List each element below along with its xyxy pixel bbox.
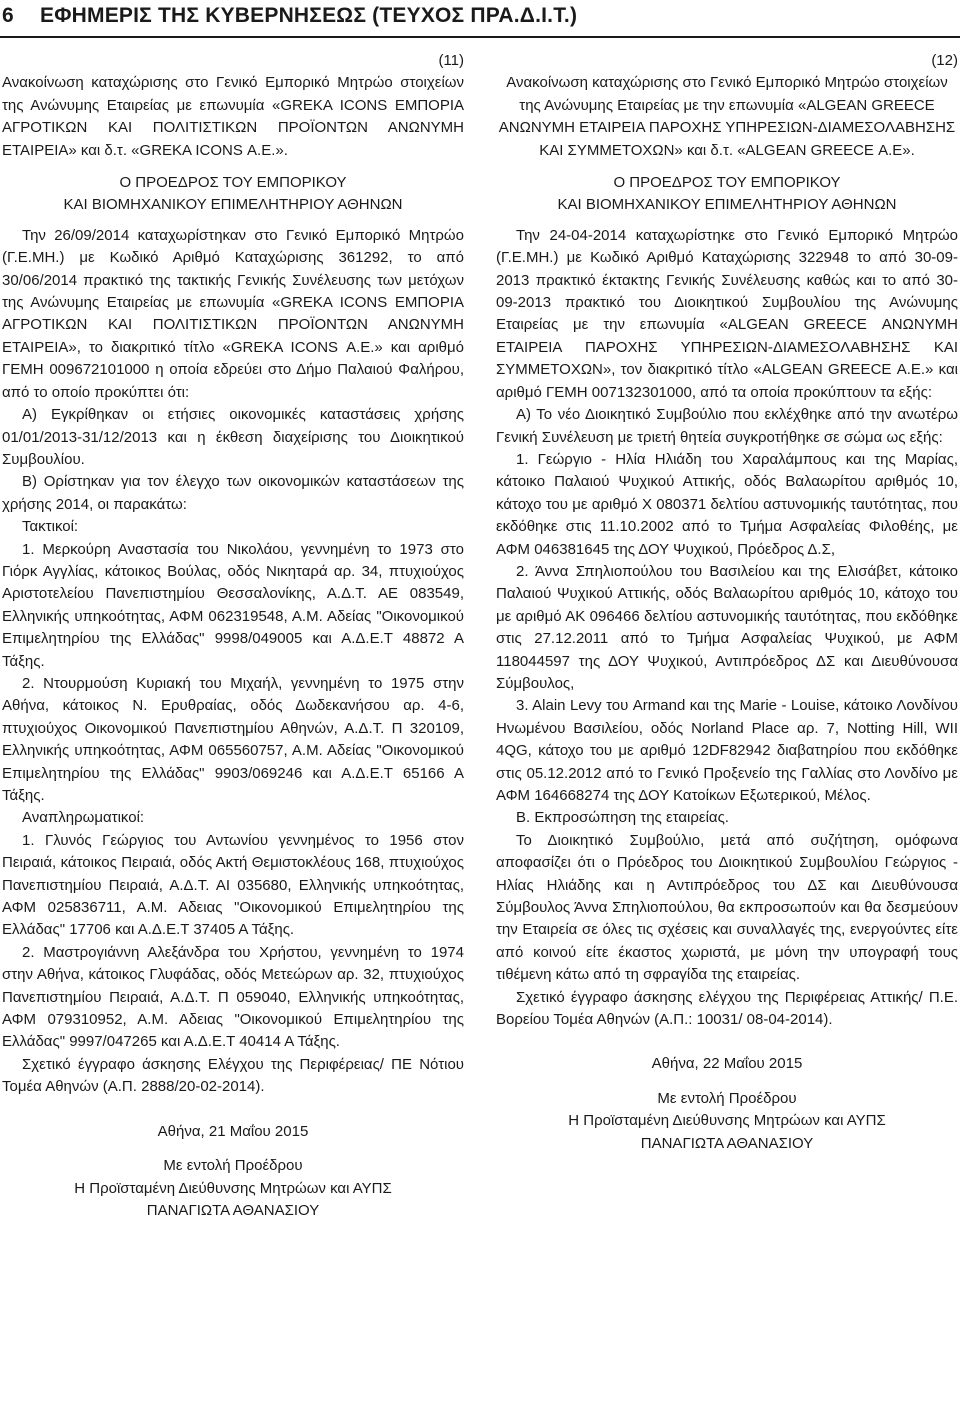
issuer-heading [2,172,464,217]
notice-number: (12) [931,52,958,69]
subheading-substitute-auditors: Αναπληρωματικοί: [22,809,145,827]
signature-name: ΠΑΝΑΓΙΩΤΑ ΑΘΑΝΑΣΙΟΥ [640,1134,814,1152]
body-paragraph: Το Διοικητικό Συμβούλιο, μετά από συζήτηση, ομόφωνα αποφασίζει ότι ο Πρόεδρος του Διοικητικού Συμβουλίου Γεώργιος - Ηλίας Ηλιάδης και η Αντιπρόεδρος του ΔΣ και Διευθύνουσα Σύμβουλος Άννα Σπηλιοπούλου, θα εκπροσωπούν και θα δεσμεύουν την Εταιρεία σε όλες τις σχέσεις και συναλλαγές της, ενεργούντες είτε από κοινού είτε έκαστος χωριστά, με μόνη την υπογραφή τους τιθέμενη κάτω από τη σφραγίδα της εταιρείας. [496,831,958,984]
header-divider [0,36,960,38]
page-header [0,0,960,30]
signature-by-order: Με εντολή Προέδρου [163,1157,303,1175]
board-member-entry: 3. Alain Levy του Armand και της Marie - Louise, κάτοικο Λονδίνου Ηνωμένου Βασιλείου, οδός Norland Place αρ. 7, Notting Hill, WII 4QG, κάτοχο του με αριθμό 12DF82942 διαβατηρίου που εκδόθηκε στις 05.12.2012 από το Γενικό Προξενείο της Γαλλίας στο Λονδίνο με ΑΦΜ 164668274 της ΔΟΥ Κατοίκων Εξωτερικού, Μέλος. [496,697,958,804]
auditor-entry: 1. Μερκούρη Αναστασία του Νικολάου, γεννημένη το 1973 στο Γιόρκ Αγγλίας, κάτοικος Βούλας, οδός Νικηταρά αρ. 34, πτυχιούχος Αριστοτελείου Πανεπιστημίου Θεσσαλονίκης, Α.Δ.Τ. ΑΕ 083549, Ελληνικής υπηκοότητας, ΑΦΜ 062319548, Α.Μ. Αδείας "Οικονομικού Επιμελητηρίου της Ελλάδας" 9998/049005 και Α.Δ.Ε.Τ 48872 Α Τάξης. [2,540,464,670]
body-paragraph: Σχετικό έγγραφο άσκησης Ελέγχου της Περιφέρειας/ ΠΕ Νότιου Τομέα Αθηνών (Α.Π. 2888/20-02-2014). [2,1055,464,1096]
board-member-entry: 1. Γεώργιο - Ηλία Ηλιάδη του Χαραλάμπους και της Μαρίας, κάτοικο Παλαιού Ψυχικού Αττικής, οδός Βαλαωρίτου αριθμός 10, κάτοχο του με αριθμό Χ 080371 δελτίου αστυνομικής ταυτότητας, που εκδόθηκε στις 11.10.2002 από το Τμήμα Ασφαλείας Φιλοθέης, με ΑΦΜ 046381645 της ΔΟΥ Ψυχικού, Πρόεδρος Δ.Σ, [496,450,958,558]
signature-by-order: Με εντολή Προέδρου [657,1089,797,1107]
body-paragraph: Α) Το νέο Διοικητικό Συμβούλιο που εκλέχθηκε από την ανωτέρω Γενική Συνέλευση με τριετή θητεία συγκροτήθηκε σε σώμα ως εξής: [496,406,958,446]
notice-number: (11) [438,52,464,69]
issuer-heading [496,172,958,217]
signature-position: Η Προϊσταμένη Διεύθυνσης Μητρώων και ΑΥΠΣ [74,1179,392,1197]
notice-12 [496,50,958,1155]
body-paragraph: Α) Εγκρίθηκαν οι ετήσιες οικονομικές καταστάσεις χρήσης 01/01/2013-31/12/2013 και η έκθεση διαχείρισης του Διοικητικού Συμβουλίου. [2,406,464,468]
auditor-entry: 2. Ντουρμούση Κυριακή του Μιχαήλ, γεννημένη το 1975 στην Αθήνα, κάτοικος Ν. Ερυθραίας, οδός Δωδεκανήσου αρ. 4-6, πτυχιούχος Οικονομικού Πανεπιστημίου Αθηνών, Α.Δ.Τ. Π 320109, Ελληνικής υπηκοότητας, ΑΦΜ 065560757, Α.Μ. Αδείας "Οικονομικού Επιμελητηρίου της Ελλάδας" 9903/069246 και Α.Δ.Ε.Τ 65166 Α Τάξης. [2,674,464,804]
subheading-regular-auditors: Τακτικοί: [22,518,79,536]
signature-date: Αθήνα, 21 Μαΐου 2015 [157,1122,309,1140]
issuer-heading-line-2: ΚΑΙ ΒΙΟΜΗΧΑΝΙΚΟΥ ΕΠΙΜΕΛΗΤΗΡΙΟΥ ΑΘΗΝΩΝ [557,196,897,214]
issuer-heading-line-2: ΚΑΙ ΒΙΟΜΗΧΑΝΙΚΟΥ ΕΠΙΜΕΛΗΤΗΡΙΟΥ ΑΘΗΝΩΝ [63,196,403,214]
body-paragraph: Την 24-04-2014 καταχωρίστηκε στο Γενικό Εμπορικό Μητρώο (Γ.Ε.ΜΗ.) με Κωδικό Αριθμό Καταχώρισης 322948 το από 30-09-2013 πρακτικό έκτακτης Γενικής Συνέλευσης καθώς και το από 30-09-2013 πρακτικό του Διοικητικού Συμβουλίου της Ανώνυμης Εταιρείας με την επωνυμία «ALGEAN GREECE ΑΝΩΝΥΜΗ ΕΤΑΙΡΕΙΑ ΠΑΡΟΧΗΣ ΥΠΗΡΕΣΙΩΝ-ΔΙΑΜΕΣΟΛΑΒΗΣΗΣ ΚΑΙ ΣΥΜΜΕΤΟΧΩΝ», τον διακριτικό τίτλο «ALGEAN GREECE Α.Ε.» και αριθμό ΓΕΜΗ 007132301000, από τα οποία προκύπτουν τα εξής: [496,226,958,401]
signature-position: Η Προϊσταμένη Διεύθυνσης Μητρώων και ΑΥΠΣ [568,1112,886,1130]
auditor-entry: 2. Μαστρογιάννη Αλεξάνδρα του Χρήστου, γεννημένη το 1974 στην Αθήνα, κάτοικος Γλυφάδας, οδός Μετεώρων αρ. 32, πτυχιούχος Πανεπιστημίου Πειραιά, Α.Δ.Τ. Π 059040, Ελληνικής υπηκοότητας, ΑΦΜ 079310952, Α.Μ. Αδειας "Οικονομικού Επιμελητηρίου της Ελλάδας" 9997/047265 και Α.Δ.Ε.Τ 40414 Α Τάξης. [2,943,464,1051]
board-member-entry: 2. Άννα Σπηλιοπούλου του Βασιλείου και της Ελισάβετ, κάτοικο Παλαιού Ψυχικού Αττικής, οδός Βαλαωρίτου αριθμός 10, κάτοχο του με αριθμό ΑΚ 096466 δελτίου αστυνομικής ταυτότητας, που εκδόθηκε στις 27.12.2011 από το Τμήμα Ασφαλείας Ψυχικού, με ΑΦΜ 118044597 της ΔΟΥ Ψυχικού, Αντιπρόεδρος ΔΣ και Διευθύνουσα Σύμβουλος, [496,562,958,692]
body-paragraph: Σχετικό έγγραφο άσκησης ελέγχου της Περιφέρειας Αττικής/ Π.Ε. Βορείου Τομέα Αθηνών (Α.Π.: 10031/ 08-04-2014). [496,988,958,1029]
body-paragraph: Την 26/09/2014 καταχωρίστηκαν στο Γενικό Εμπορικό Μητρώο (Γ.Ε.ΜΗ.) με Κωδικό Αριθμό Καταχώρισης 361292, το από 30/06/2014 πρακτικό της τακτικής Γενικής Συνέλευσης των μετόχων της Ανώνυμης Εταιρείας με επωνυμία «GREKA ICONS ΕΜΠΟΡΙΑ ΑΓΡΟΤΙΚΩΝ ΚΑΙ ΠΟΛΙΤΙΣΤΙΚΩΝ ΠΡΟΪΟΝΤΩΝ ΑΝΩΝΥΜΗ ΕΤΑΙΡΕΙΑ», το διακριτικό τίτλο «GREKA ICONS Α.Ε.» και αριθμό ΓΕΜΗ 009672101000 η οποία εδρεύει στο Δήμο Παλαιού Φαλήρου, από το οποίο προκύπτει ότι: [2,226,464,401]
notice-title: Ανακοίνωση καταχώρισης στο Γενικό Εμπορικό Μητρώο στοιχείων της Ανώνυμης Εταιρείας με επωνυμία «GREKA ICONS ΕΜΠΟΡΙΑ ΑΓΡΟΤΙΚΩΝ ΚΑΙ ΠΟΛΙΤΙΣΤΙΚΩΝ ΠΡΟΪΟΝΤΩΝ ΑΝΩΝΥΜΗ ΕΤΑΙΡΕΙΑ» και δ.τ. «GREKA ICONS Α.Ε.». [2,74,464,159]
subheading-representation: Β. Εκπροσώπηση της εταιρείας. [516,809,729,827]
notice-11 [2,50,464,1222]
signature-name: ΠΑΝΑΓΙΩΤΑ ΑΘΑΝΑΣΙΟΥ [146,1201,320,1219]
page-number: 6 [2,4,14,27]
notice-title: Ανακοίνωση καταχώρισης στο Γενικό Εμπορικό Μητρώο στοιχείων της Ανώνυμης Εταιρείας με την επωνυμία «ALGEAN GREECE ΑΝΩΝΥΜΗ ΕΤΑΙΡΕΙΑ ΠΑΡΟΧΗΣ ΥΠΗΡΕΣΙΩΝ-ΔΙΑΜΕΣΟΛΑΒΗΣΗΣ ΚΑΙ ΣΥΜΜΕΤΟΧΩΝ» και δ.τ. «ALGEAN GREECE Α.Ε». [498,74,956,159]
signature-date: Αθήνα, 22 Μαΐου 2015 [651,1055,803,1073]
issuer-heading-line-1: Ο ΠΡΟΕΔΡΟΣ ΤΟΥ ΕΜΠΟΡΙΚΟΥ [119,174,347,192]
issuer-heading-line-1: Ο ΠΡΟΕΔΡΟΣ ΤΟΥ ΕΜΠΟΡΙΚΟΥ [613,174,841,192]
body-paragraph: Β) Ορίστηκαν για τον έλεγχο των οικονομικών καταστάσεων της χρήσης 2014, οι παρακάτω: [2,473,464,513]
gazette-title: ΕΦΗΜΕΡΙΣ ΤΗΣ ΚΥΒΕΡΝΗΣΕΩΣ (ΤΕΥΧΟΣ ΠΡΑ.Δ.Ι.Τ.) [40,4,578,27]
auditor-entry: 1. Γλυνός Γεώργιος του Αντωνίου γεννημένος το 1956 στον Πειραιά, κάτοικος Πειραιά, οδός Ακτή Θεμιστοκλέους 168, πτυχιούχος Πανεπιστημίου Πειραιά, Α.Δ.Τ. ΑΙ 035680, Ελληνικής υπηκοότητας, ΑΦΜ 025836711, Α.Μ. Αδειας "Οικονομικού Επιμελητηρίου της Ελλάδας" 17706 και Α.Δ.Ε.Τ 37405 Α Τάξης. [2,831,464,939]
